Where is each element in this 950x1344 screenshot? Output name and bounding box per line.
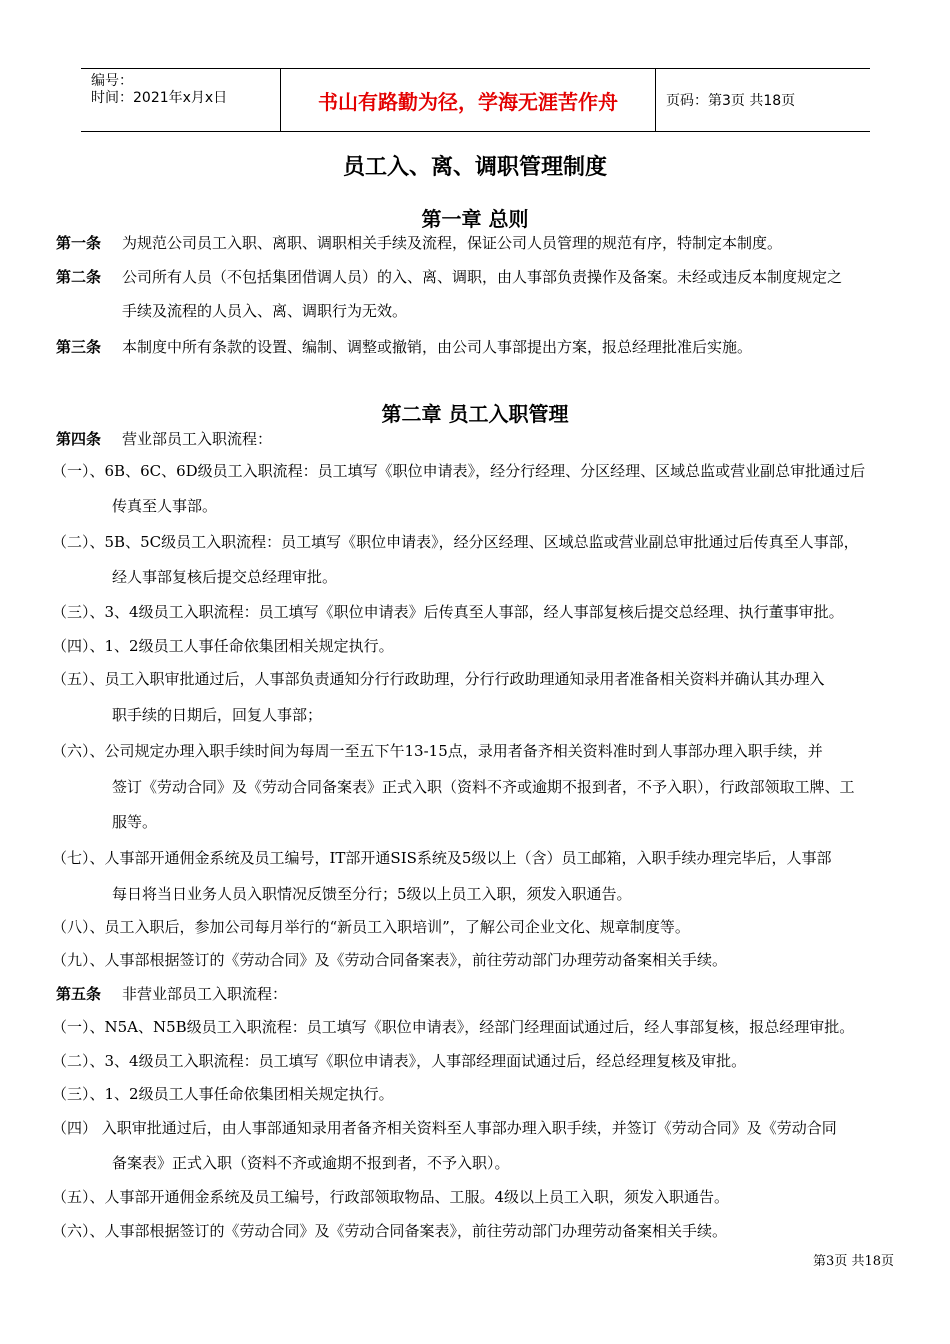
- a5-item6: （六）、人事部根据签订的《劳动合同》及《劳动合同备案表》，前往劳动部门办理劳动备案相关手续。: [52, 1222, 728, 1240]
- article2-text-2: 手续及流程的人员入、离、调职行为无效。: [122, 302, 408, 320]
- a4-item2-line2: 经人事部复核后提交总经理审批。: [112, 568, 338, 586]
- doc-time-label: 时间：2021年x月x日: [91, 90, 228, 106]
- a4-item5-line1: （五）、员工入职审批通过后，人事部负责通知分行行政助理，分行行政助理通知录用者准备相关资料并确认其办理入: [52, 670, 825, 688]
- document-title: 员工入、离、调职管理制度: [342, 154, 607, 180]
- a4-item6-line2: 签订《劳动合同》及《劳动合同备案表》正式入职（资料不齐或逾期不报到者，不予入职），行政部领取工牌、工: [112, 778, 855, 796]
- chapter1-heading: 第一章 总则: [421, 207, 529, 231]
- a5-item1: （一）、N5A、N5B级员工入职流程：员工填写《职位申请表》，经部门经理面试通过后，经人事部复核，报总经理审批。: [52, 1018, 855, 1036]
- article3-text: 本制度中所有条款的设置、编制、调整或撤销，由公司人事部提出方案，报总经理批准后实施。: [122, 338, 753, 356]
- article2-text-1: 公司所有人员（不包括集团借调人员）的入、离、调职，由人事部负责操作及备案。未经或违反本制度规定之: [122, 268, 843, 286]
- article5-text: 非营业部员工入职流程：: [122, 985, 288, 1003]
- a4-item2-line1: （二）、5B、5C级员工入职流程：员工填写《职位申请表》，经分区经理、区域总监或营业副总审批通过后传真至人事部，: [52, 533, 859, 551]
- a4-item1-line2: 传真至人事部。: [112, 497, 218, 515]
- a4-item6-line3: 服等。: [112, 813, 158, 831]
- article2-label: 第二条: [56, 268, 102, 286]
- article3-label: 第三条: [56, 338, 102, 356]
- a4-item8: （八）、员工入职后，参加公司每月举行的“新员工入职培训”，了解公司企业文化、规章制度等。: [52, 918, 690, 936]
- article5-label: 第五条: [56, 985, 102, 1003]
- page-header: [81, 68, 870, 132]
- a5-item5: （五）、人事部开通佣金系统及员工编号，行政部领取物品、工服。4级以上员工入职，须发入职通告。: [52, 1188, 730, 1206]
- a4-item5-line2: 职手续的日期后，回复人事部；: [112, 706, 323, 724]
- a4-item1-line1: （一）、6B、6C、6D级员工入职流程：员工填写《职位申请表》，经分行经理、分区经理、区域总监或营业副总审批通过后: [52, 462, 866, 480]
- header-page-label: 页码：第3页 共18页: [666, 93, 796, 109]
- header-meta: [81, 69, 281, 131]
- header-motto: 书山有路勤为径，学海无涯苦作舟: [281, 69, 656, 131]
- a5-item4-line1: （四） 入职审批通过后，由人事部通知录用者备齐相关资料至人事部办理入职手续，并签订《劳动合同》及《劳动合同: [52, 1119, 837, 1137]
- a4-item4: （四）、1、2级员工人事任命依集团相关规定执行。: [52, 637, 394, 655]
- a4-item7-line2: 每日将当日业务人员入职情况反馈至分行；5级以上员工入职，须发入职通告。: [112, 885, 632, 903]
- chapter2-heading: 第二章 员工入职管理: [381, 402, 569, 426]
- article4-text: 营业部员工入职流程：: [122, 430, 273, 448]
- a5-item2: （二）、3、4级员工入职流程：员工填写《职位申请表》，人事部经理面试通过后，经总经理复核及审批。: [52, 1052, 747, 1070]
- a4-item7-line1: （七）、人事部开通佣金系统及员工编号，IT部开通SIS系统及5级以上（含）员工邮箱，入职手续办理完毕后，人事部: [52, 849, 832, 867]
- article1-label: 第一条: [56, 234, 102, 252]
- doc-number-label: 编号：: [91, 73, 133, 89]
- page-footer: 第3页 共18页: [813, 1254, 894, 1269]
- a4-item6-line1: （六）、公司规定办理入职手续时间为每周一至五下午13-15点，录用者备齐相关资料准时到人事部办理入职手续，并: [52, 742, 823, 760]
- article1-text: 为规范公司员工入职、离职、调职相关手续及流程，保证公司人员管理的规范有序，特制定本制度。: [122, 234, 783, 252]
- article4-label: 第四条: [56, 430, 102, 448]
- a4-item3: （三）、3、4级员工入职流程：员工填写《职位申请表》后传真至人事部，经人事部复核后提交总经理、执行董事审批。: [52, 603, 844, 621]
- a4-item9: （九）、人事部根据签订的《劳动合同》及《劳动合同备案表》，前往劳动部门办理劳动备案相关手续。: [52, 951, 728, 969]
- a5-item3: （三）、1、2级员工人事任命依集团相关规定执行。: [52, 1085, 394, 1103]
- a5-item4-line2: 备案表》正式入职（资料不齐或逾期不报到者，不予入职）。: [112, 1154, 510, 1172]
